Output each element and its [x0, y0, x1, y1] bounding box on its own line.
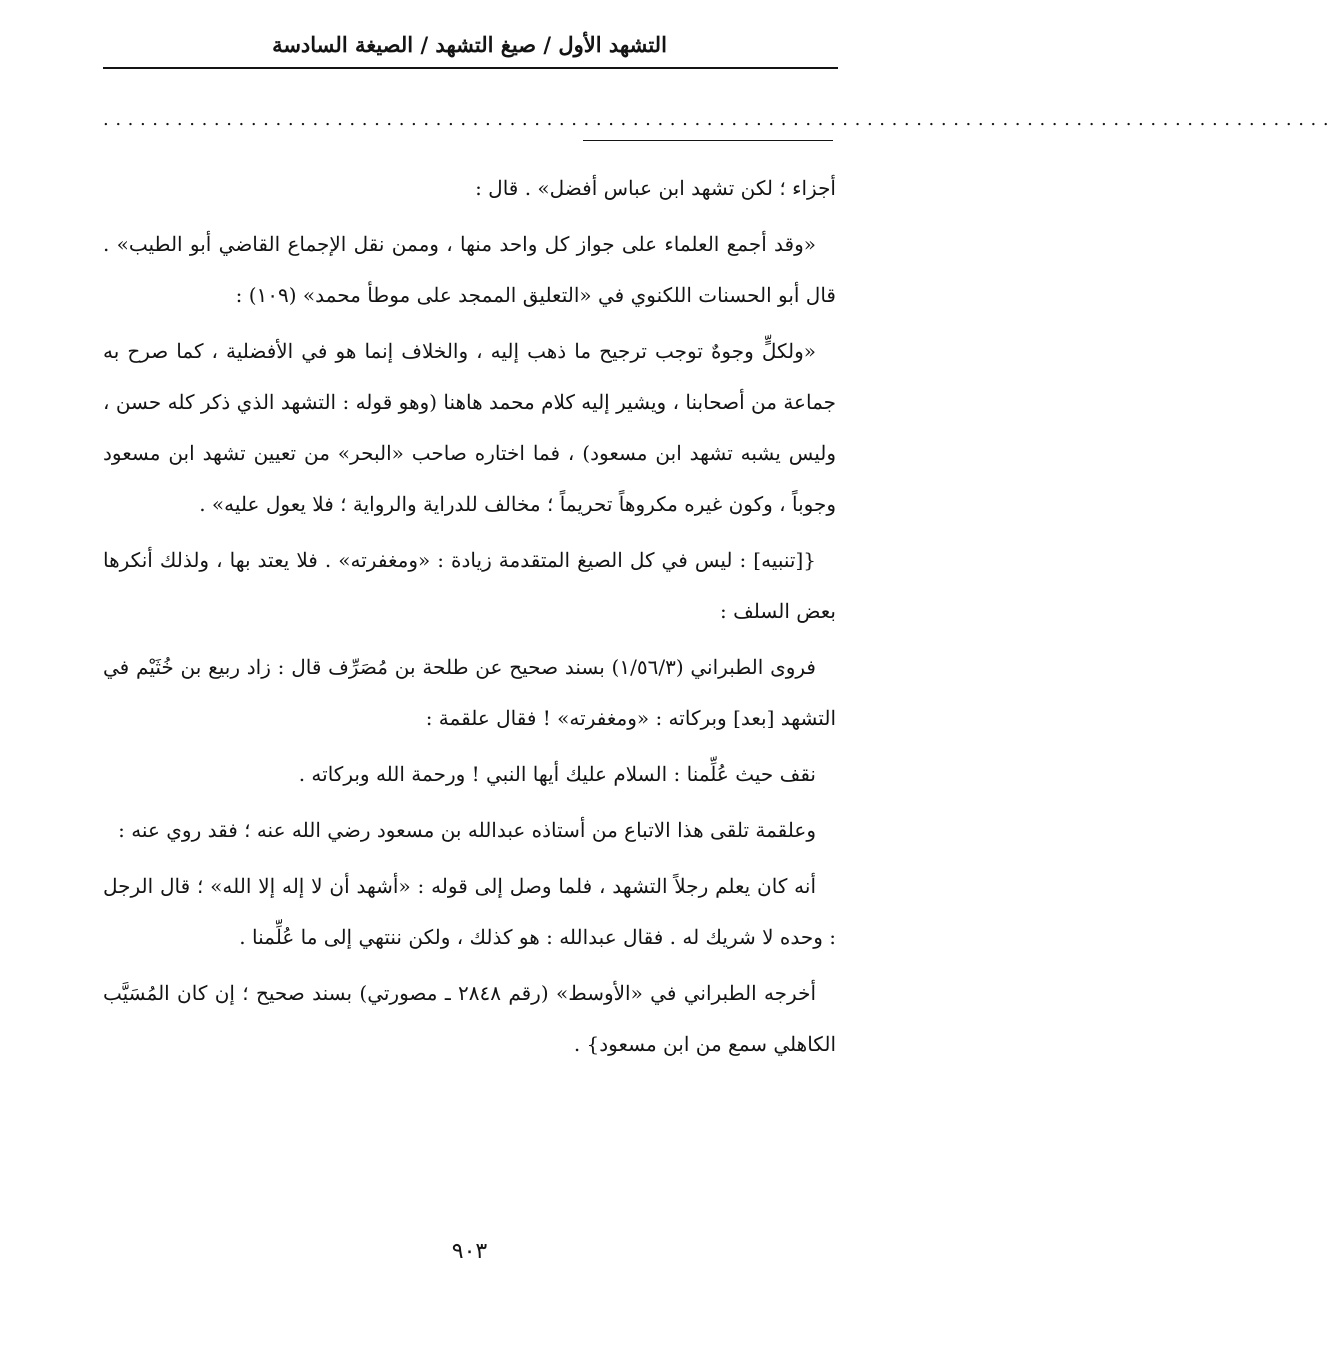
- footnote-paragraph: «ولكلٍّ وجوهٌ توجب ترجيح ما ذهب إليه ، والخلاف إنما هو في الأفضلية ، كما صرح به جماعة من أصحابنا ، ويشير إليه كلام محمد هاهنا (وهو قوله : التشهد الذي ذكر كله حسن ، وليس يشبه تشهد ابن مسعود) ، فما اختاره صاحب «البحر» من تعيين تشهد ابن مسعود وجوباً ، وكون غيره مكروهاً تحريماً ؛ مخالف للدراية والرواية ؛ فلا يعول عليه» .: [103, 339, 836, 516]
- footnote-paragraph: نقف حيث عُلِّمنا : السلام عليك أيها النبي ! ورحمة الله وبركاته .: [298, 762, 816, 786]
- footnote-text: [103, 163, 836, 1075]
- footnote-paragraph: أنه كان يعلم رجلاً التشهد ، فلما وصل إلى قوله : «أشهد أن لا إله إلا الله» ؛ قال الرجل : وحده لا شريك له . فقال عبدالله : هو كذلك ، ولكن ننتهي إلى ما عُلِّمنا .: [103, 874, 836, 949]
- footnote-continuation-dots: ....................................................................................................: [103, 109, 1335, 130]
- page-number: ٩٠٣: [451, 1239, 488, 1264]
- running-header-title: التشهد الأول / صيغ التشهد / الصيغة السادسة: [272, 32, 667, 57]
- footnote-paragraph: أجزاء ؛ لكن تشهد ابن عباس أفضل» . قال :: [475, 176, 836, 200]
- footnote-paragraph: فروى الطبراني (١/٥٦/٣) بسند صحيح عن طلحة بن مُصَرِّف قال : زاد ربيع بن خُثَيْم في التشهد [بعد] وبركاته : «ومغفرته» ! فقال علقمة :: [103, 655, 836, 730]
- footnote-paragraph: أخرجه الطبراني في «الأوسط» (رقم ٢٨٤٨ ـ مصورتي) بسند صحيح ؛ إن كان المُسَيَّب الكاهلي سمع من ابن مسعود} .: [103, 981, 836, 1056]
- footnote-paragraph: «وقد أجمع العلماء على جواز كل واحد منها ، وممن نقل الإجماع القاضي أبو الطيب» . قال أبو الحسنات اللكنوي في «التعليق الممجد على موطأ محمد» (١٠٩) :: [103, 232, 836, 307]
- footnote-paragraph: {[تنبيه] : ليس في كل الصيغ المتقدمة زيادة : «ومغفرته» . فلا يعتد بها ، ولذلك أنكرها بعض السلف :: [103, 548, 836, 623]
- header-rule: [103, 67, 838, 69]
- footnote-separator-rule: [583, 140, 833, 141]
- footnote-paragraph: وعلقمة تلقى هذا الاتباع من أستاذه عبدالله بن مسعود رضي الله عنه ؛ فقد روي عنه :: [118, 818, 816, 842]
